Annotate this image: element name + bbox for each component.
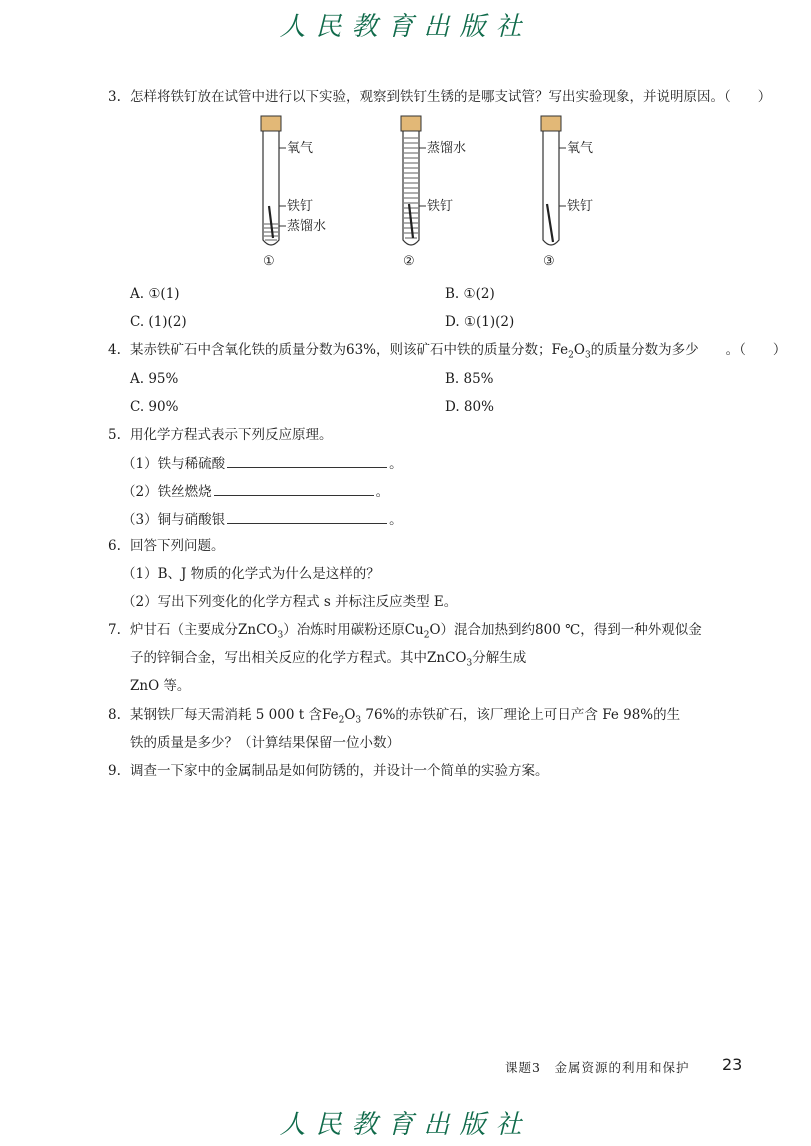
q3-option-b: B. ①(2) (445, 286, 495, 302)
tube-1-label-oxygen: 氧气 (287, 141, 314, 156)
question-3-text: 怎样将铁钉放在试管中进行以下实验，观察到铁钉生锈的是哪支试管？写出实验现象，并说明原因。（ ） (130, 89, 772, 105)
q4-option-c: C. 90% (130, 399, 179, 415)
q7-line1-b: ） (283, 622, 297, 638)
question-4-text-b: 的质量分数为多少 。（ ） (590, 342, 787, 358)
tube-3-label-oxygen: 氧气 (567, 141, 594, 156)
answer-blank[interactable] (227, 509, 387, 524)
question-6-item-2: （2）写出下列变化的化学方程式 s 并标注反应类型 E。 (122, 594, 458, 610)
q5-item-1-end: 。 (389, 456, 403, 472)
question-8-number: 8. (108, 707, 121, 723)
tube-2-index: ② (403, 254, 415, 269)
question-7-number: 7. (108, 622, 121, 638)
q7-line1-a: 炉甘石（主要成分ZnCO (130, 622, 278, 638)
q7-sub-3b: 3 (466, 658, 473, 669)
chapter-footer: 课题3 金属资源的利用和保护 (505, 1060, 690, 1075)
q5-item-2-end: 。 (375, 484, 390, 500)
question-6-item-1: （1）B、J 物质的化学式为什么是这样的？ (122, 566, 380, 582)
test-tube-2 (401, 116, 426, 245)
question-4-sub-3: 3 (584, 350, 591, 361)
q7-sub-3: 3 (277, 630, 284, 641)
tube-2-label-nail: 铁钉 (427, 199, 454, 214)
q5-item-3-end: 。 (389, 512, 403, 528)
q8-line1-a: 某钢铁厂每天需消耗 5 000 t 含Fe (130, 707, 339, 723)
test-tube-figure (240, 112, 620, 270)
q3-option-c: C. (1)(2) (130, 314, 187, 330)
question-8-line-2: 铁的质量是多少？（计算结果保留一位小数） (130, 735, 400, 751)
answer-blank[interactable] (227, 453, 387, 468)
tube-3-label-nail: 铁钉 (567, 199, 594, 214)
question-5-item-3 (122, 509, 403, 529)
question-7-line-3: ZnO 等。 (130, 678, 191, 694)
question-9-text: 调查一下家中的金属制品是如何防锈的，并设计一个简单的实验方案。 (130, 763, 549, 779)
q5-item-1-label: （1）铁与稀硫酸 (122, 456, 226, 472)
test-tube-3 (541, 116, 566, 245)
q7-sub-2: 2 (423, 630, 430, 641)
publisher-logo-top: 人民教育出版社 (279, 12, 532, 42)
question-9-number: 9. (108, 763, 121, 779)
q4-option-b: B. 85% (445, 371, 494, 387)
q7-line1-c: 冶炼时用碳粉还原Cu (296, 622, 424, 638)
question-5-item-2 (122, 481, 389, 501)
question-6-number: 6. (108, 538, 121, 554)
q7-line2-b: 分解生成 (472, 650, 527, 666)
q8-line1-c: 76%的赤铁矿石，该厂理论上可日产含 Fe 98%的生 (361, 707, 681, 723)
publisher-logo-bottom: 人民教育出版社 (279, 1110, 532, 1140)
question-5-item-1 (122, 453, 403, 473)
question-4-o: O (573, 342, 585, 358)
question-6-text: 回答下列问题。 (130, 538, 225, 554)
q4-option-a: A. 95% (130, 371, 179, 387)
q8-line1-b: O (344, 707, 356, 723)
question-8-line-1 (130, 706, 680, 730)
answer-blank[interactable] (214, 481, 374, 496)
q5-item-2-label: （2）铁丝燃烧 (122, 484, 212, 500)
q5-item-3-label: （3）铜与硝酸银 (122, 512, 226, 528)
q3-option-d: D. ①(1)(2) (445, 314, 515, 330)
tube-3-index: ③ (543, 254, 555, 269)
question-5-number: 5. (108, 427, 121, 443)
q8-sub-2: 2 (338, 715, 345, 726)
tube-1-label-water: 蒸馏水 (287, 219, 327, 234)
question-4-number: 4. (108, 342, 121, 358)
tube-1-label-nail: 铁钉 (287, 199, 314, 214)
question-4-text-a: 某赤铁矿石中含氧化铁的质量分数为63%，则该矿石中铁的质量分数；Fe (130, 342, 569, 358)
question-7-line-2 (130, 649, 526, 673)
question-4-text (130, 341, 786, 365)
tube-2-label-water: 蒸馏水 (427, 141, 467, 156)
question-5-text: 用化学方程式表示下列反应原理。 (130, 427, 333, 443)
page-number: 23 (722, 1055, 743, 1074)
q7-line1-d: O）混合加热到约800 ℃，得到一种外观似金 (429, 622, 702, 638)
question-3-number: 3. (108, 89, 121, 105)
q7-line2-a: 子的锌铜合金，写出相关反应的化学方程式。其中ZnCO (130, 650, 467, 666)
q8-sub-3: 3 (355, 715, 362, 726)
question-4-sub-2: 2 (568, 350, 574, 361)
q3-option-a: A. ①(1) (130, 286, 180, 302)
test-tube-1 (261, 116, 286, 245)
q4-option-d: D. 80% (445, 399, 494, 415)
question-7-line-1 (130, 621, 702, 645)
tube-1-index: ① (263, 254, 275, 269)
